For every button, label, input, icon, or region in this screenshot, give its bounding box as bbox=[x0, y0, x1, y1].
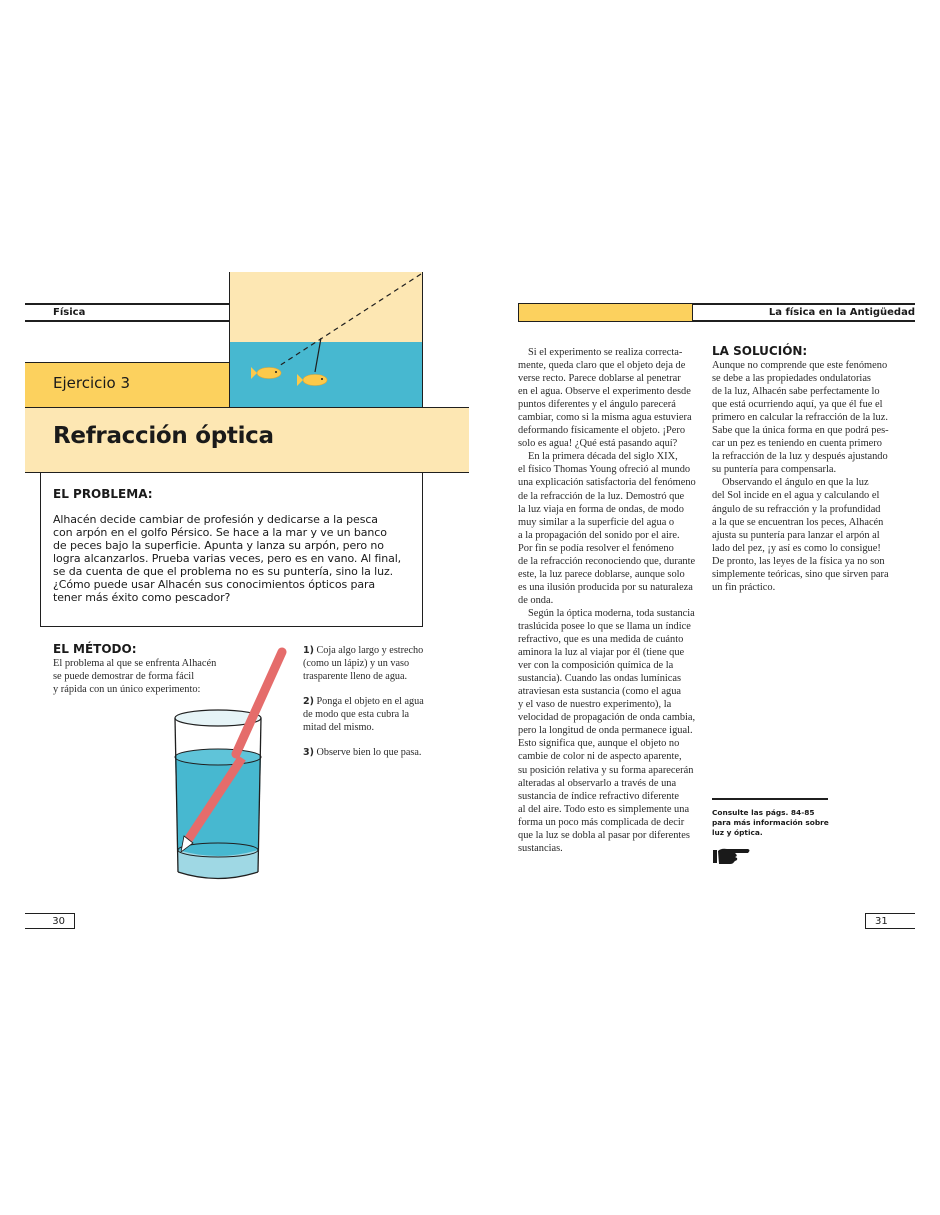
text-line: de la luz, Alhacén sabe perfectamente lo bbox=[712, 386, 880, 398]
text-line: atraviesan esta sustancia (como el agua bbox=[518, 686, 682, 698]
text-line: con arpón en el golfo Pérsico. Se hace a la mar y ve un banco bbox=[53, 526, 387, 539]
text-line: lado del pez, ¡y así es como lo consigue! bbox=[712, 542, 881, 554]
step-item bbox=[303, 746, 433, 759]
header-rule-top-right bbox=[693, 303, 915, 305]
text-line: de la refracción de la luz. Demostró que bbox=[518, 490, 685, 502]
refraction-illustration bbox=[229, 272, 423, 408]
text-line: velocidad de propagación de onda cambia, bbox=[518, 712, 696, 724]
header-rule-top bbox=[25, 303, 229, 305]
text-line: es una ilusión producida por su naturaleza bbox=[518, 581, 693, 593]
paragraph bbox=[518, 450, 698, 607]
fish-icon bbox=[251, 367, 281, 379]
text-line: Coja algo largo y estrecho bbox=[316, 645, 424, 656]
text-line: puntos diferentes y el ángulo parecerá bbox=[518, 399, 676, 411]
step-number: 3) bbox=[303, 747, 314, 758]
text-line: ajusta su puntería para lanzar el arpón al bbox=[712, 529, 880, 541]
text-line: forma un poco más complicada de decir bbox=[518, 816, 685, 828]
text-line: pero la longitud de onda permanece igual. bbox=[518, 725, 693, 737]
text-line: de la refracción reconociendo que, durante bbox=[518, 555, 696, 567]
header-rule-bottom bbox=[25, 320, 229, 322]
text-line: se puede demostrar de forma fácil bbox=[53, 671, 195, 683]
text-line: al del aire. Todo esto es simplemente una bbox=[518, 803, 690, 815]
text-line: Si el experimento se realiza correcta- bbox=[528, 347, 683, 358]
page-number-right bbox=[865, 913, 915, 929]
text-line: de onda. bbox=[518, 594, 554, 606]
text-line: para más información sobre bbox=[712, 818, 829, 827]
step-item bbox=[303, 644, 433, 683]
header-rule-bottom-right bbox=[693, 320, 915, 322]
text-line: mitad del mismo. bbox=[303, 722, 375, 733]
section-header-label: Física bbox=[53, 307, 86, 318]
text-line: trasparente lleno de agua. bbox=[303, 671, 408, 682]
text-line: verse recto. Parece doblarse al penetrar bbox=[518, 373, 681, 385]
method-heading: EL MÉTODO: bbox=[53, 642, 137, 656]
text-line: primero en calcular la refracción de la luz. bbox=[712, 412, 888, 424]
page-number-text: 31 bbox=[875, 916, 888, 927]
paragraph bbox=[518, 607, 698, 855]
paragraph bbox=[712, 476, 897, 593]
text-line: y rápida con un único experimento: bbox=[53, 684, 201, 696]
text-line: refractivo, que es una medida de cuánto bbox=[518, 634, 684, 646]
text-line: su puntería para compensarla. bbox=[712, 464, 837, 476]
paragraph bbox=[712, 359, 897, 476]
text-line: Aunque no comprende que este fenómeno bbox=[712, 360, 888, 371]
problem-text bbox=[53, 513, 418, 604]
text-line: muy similar a la superficie del agua o bbox=[518, 516, 675, 528]
text-line: Esto significa que, aunque el objeto no bbox=[518, 738, 680, 750]
exercise-label: Ejercicio 3 bbox=[53, 374, 131, 392]
text-line: el físico Thomas Young ofreció al mundo bbox=[518, 464, 691, 476]
text-line: Ponga el objeto en el agua bbox=[316, 696, 424, 707]
text-line: mente, queda claro que el objeto deja de bbox=[518, 360, 686, 372]
fish-icon bbox=[297, 374, 327, 386]
text-line: a la propagación del sonido por el aire. bbox=[518, 529, 680, 541]
text-line: deformando físicamente el objeto. ¡Pero bbox=[518, 425, 686, 437]
text-line: y el vaso de nuestro experimento), la bbox=[518, 699, 672, 711]
text-line: Sabe que la única forma en que podrá pes- bbox=[712, 425, 889, 437]
step-item bbox=[303, 695, 433, 734]
problem-heading: EL PROBLEMA: bbox=[53, 487, 153, 501]
text-line: (como un lápiz) y un vaso bbox=[303, 658, 410, 669]
text-line: a la que se encuentran los peces, Alhacén bbox=[712, 516, 884, 528]
light-ray-line bbox=[279, 274, 421, 366]
text-line: se da cuenta de que el problema no es su puntería, sino la luz. bbox=[53, 565, 394, 578]
text-line: que la luz se dobla al pasar por diferentes bbox=[518, 829, 690, 841]
page-title: Refracción óptica bbox=[53, 423, 274, 449]
text-line: Observe bien lo que pasa. bbox=[316, 747, 422, 758]
text-line: la luz viaja en forma de ondas, de modo bbox=[518, 503, 684, 515]
text-line: car un pez es teniendo en cuenta primero bbox=[712, 438, 882, 450]
harpoon-line bbox=[315, 338, 321, 372]
text-line: Según la óptica moderna, toda sustancia bbox=[528, 607, 695, 619]
text-line: Por fin se podía resolver el fenómeno bbox=[518, 542, 674, 554]
text-line: sustancia). Cuando las ondas lumínicas bbox=[518, 673, 682, 685]
solution-body bbox=[712, 359, 897, 594]
body-column-1 bbox=[518, 346, 698, 855]
text-line: solo es agua! ¿Qué está pasando aquí? bbox=[518, 438, 678, 450]
section-header-label-right: La física en la Antigüedad bbox=[768, 307, 915, 318]
text-line: su posición relativa y su forma aparecerán bbox=[518, 764, 694, 776]
page-number-text: 30 bbox=[52, 916, 65, 927]
text-line: sustancia de índice refractivo diferente bbox=[518, 790, 679, 802]
text-line: El problema al que se enfrenta Alhacén bbox=[53, 658, 217, 669]
text-line: simplemente teóricas, sino que sirven para bbox=[712, 568, 889, 580]
text-line: un fin práctico. bbox=[712, 581, 776, 593]
method-steps bbox=[303, 644, 433, 771]
water-surface bbox=[175, 749, 261, 765]
page-number-left bbox=[25, 913, 75, 929]
text-line: ver con la composición química de la bbox=[518, 660, 674, 672]
text-line: luz y óptica. bbox=[712, 828, 763, 837]
text-line: de modo que esta cubra la bbox=[303, 709, 410, 720]
glass-pencil-illustration bbox=[160, 640, 300, 895]
text-line: Observando el ángulo en que la luz bbox=[722, 477, 869, 489]
step-number: 1) bbox=[303, 645, 314, 656]
text-line: del Sol incide en el agua y calculando el bbox=[712, 490, 880, 502]
solution-heading: LA SOLUCIÓN: bbox=[712, 344, 808, 358]
text-line: cambiar, como si la misma agua estuviera bbox=[518, 412, 692, 424]
text-line: ¿Cómo puede usar Alhacén sus conocimientos ópticos para bbox=[53, 578, 376, 591]
header-accent-bar bbox=[518, 303, 693, 322]
text-line: este, la luz parece doblarse, aunque solo bbox=[518, 568, 685, 580]
text-line: Alhacén decide cambiar de profesión y dedicarse a la pesca bbox=[53, 513, 378, 526]
text-line: alteradas al observarlo a través de una bbox=[518, 777, 677, 789]
pointing-hand-icon bbox=[713, 845, 751, 865]
text-line: Consulte las págs. 84-85 bbox=[712, 808, 815, 817]
pencil-upper bbox=[236, 652, 282, 754]
text-line: la refracción de la luz y después ajustando bbox=[712, 451, 888, 463]
step-number: 2) bbox=[303, 696, 314, 707]
note-rule bbox=[712, 798, 828, 800]
text-line: una explicación satisfactoria del fenómeno bbox=[518, 477, 696, 489]
text-line: aminora la luz al viajar por él (tiene que bbox=[518, 647, 685, 659]
text-line: de peces bajo la superficie. Apunta y lanza su arpón, pero no bbox=[53, 539, 384, 552]
text-line: se debe a las propiedades ondulatorias bbox=[712, 373, 871, 385]
cross-reference-note bbox=[712, 808, 842, 838]
text-line: ángulo de su refracción y la profundidad bbox=[712, 503, 881, 515]
text-line: cambie de color ni de aspecto aparente, bbox=[518, 751, 682, 763]
text-line: que está ocurriendo aquí, ya que él fue el bbox=[712, 399, 883, 411]
paragraph bbox=[518, 346, 698, 450]
text-line: tener más éxito como pescador? bbox=[53, 591, 231, 604]
text-line: En la primera década del siglo XIX, bbox=[528, 451, 678, 463]
text-line: en el agua. Observe el experimento desde bbox=[518, 386, 691, 398]
text-line: sustancias. bbox=[518, 842, 563, 854]
text-line: traslúcida posee lo que se llama un índice bbox=[518, 620, 691, 632]
text-line: logra alcanzarlos. Prueba varias veces, pero es en vano. Al final, bbox=[53, 552, 402, 565]
text-line: De pronto, las leyes de la física ya no son bbox=[712, 555, 885, 567]
